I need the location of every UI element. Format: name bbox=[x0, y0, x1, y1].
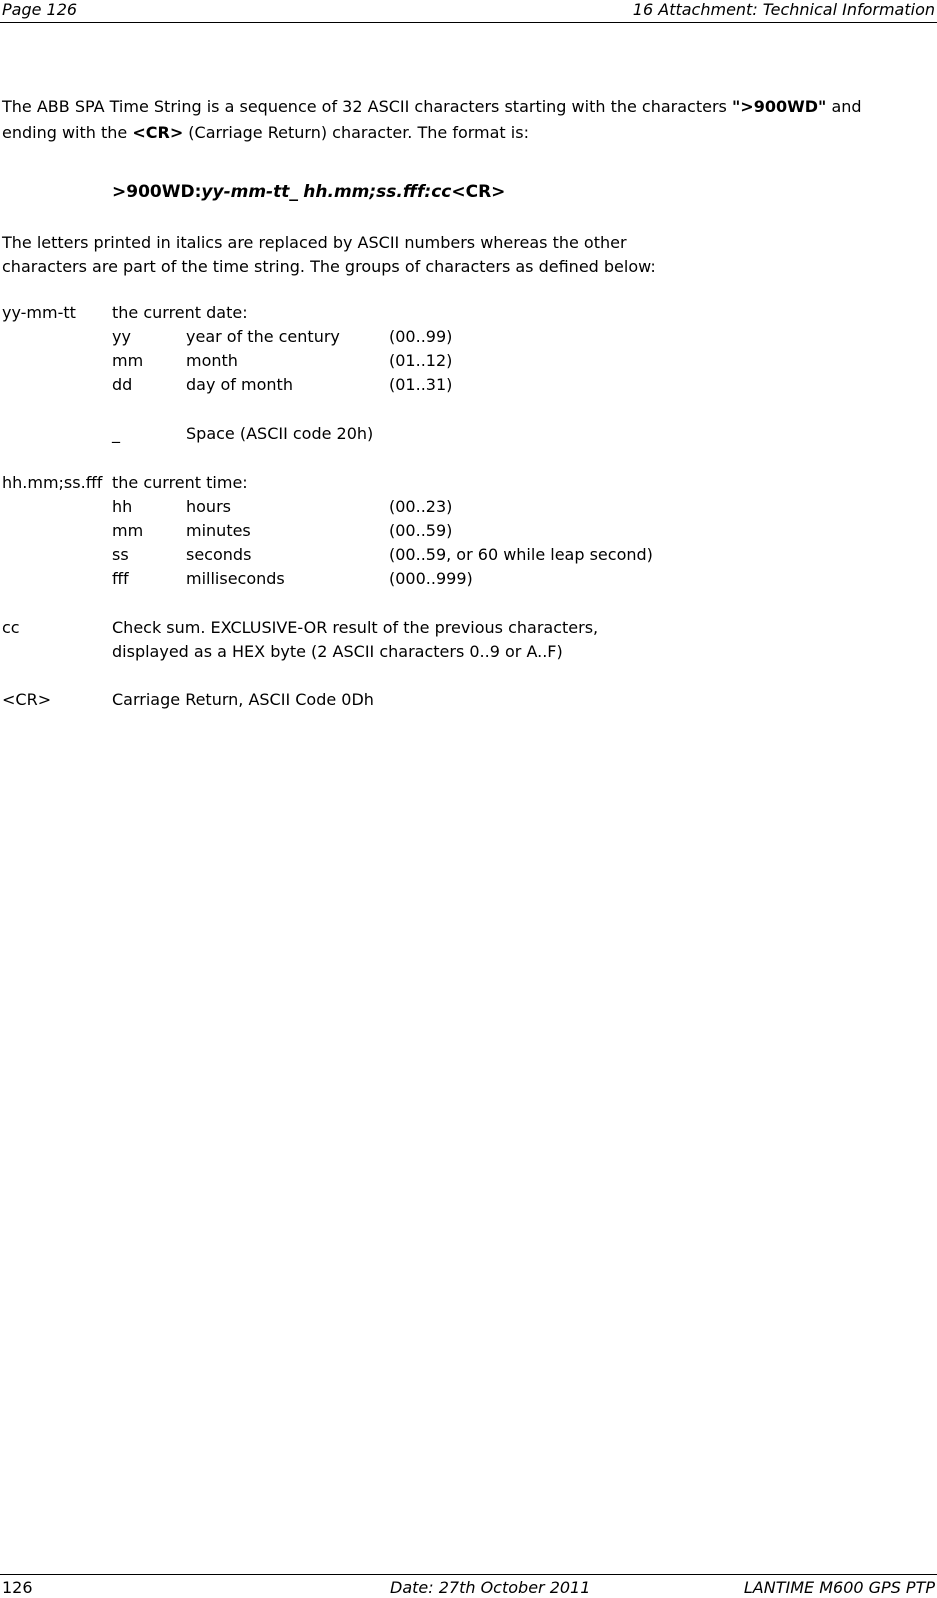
footer-date: Date: 27th October 2011 bbox=[390, 1578, 591, 1597]
time-row-code: mm bbox=[112, 521, 144, 540]
checksum-key: cc bbox=[2, 618, 20, 637]
date-row-range: (00..99) bbox=[389, 327, 453, 346]
time-row-name: milliseconds bbox=[186, 569, 285, 588]
date-group-key: yy-mm-tt bbox=[2, 303, 76, 322]
checksum-desc-line-2: displayed as a HEX byte (2 ASCII characters 0..9 or A..F) bbox=[112, 642, 563, 661]
date-row-code: dd bbox=[112, 375, 133, 394]
date-row-range: (01..12) bbox=[389, 351, 453, 370]
format-string: >900WD:yy-mm-tt_ hh.mm;ss.fff:cc<CR> bbox=[112, 182, 506, 202]
header-section-title: 16 Attachment: Technical Information bbox=[632, 0, 935, 19]
cr-desc: Carriage Return, ASCII Code 0Dh bbox=[112, 690, 374, 709]
time-group-key: hh.mm;ss.fff bbox=[2, 473, 103, 492]
time-row-name: hours bbox=[186, 497, 231, 516]
date-row-name: year of the century bbox=[186, 327, 340, 346]
date-row-range: (01..31) bbox=[389, 375, 453, 394]
time-group-desc: the current time: bbox=[112, 473, 248, 492]
time-row-code: fff bbox=[112, 569, 129, 588]
intro-line-1: The ABB SPA Time String is a sequence of 32 ASCII characters starting with the characters ">900WD" and bbox=[2, 97, 862, 116]
footer-rule bbox=[0, 1574, 937, 1575]
header-rule bbox=[0, 22, 937, 23]
space-code: _ bbox=[112, 424, 120, 443]
date-row-name: day of month bbox=[186, 375, 293, 394]
time-row-range: (00..23) bbox=[389, 497, 453, 516]
time-row-range: (00..59, or 60 while leap second) bbox=[389, 545, 653, 564]
cr-key: <CR> bbox=[2, 690, 52, 709]
explain-line-2: characters are part of the time string. The groups of characters as defined below: bbox=[2, 257, 656, 276]
footer-product: LANTIME M600 GPS PTP bbox=[743, 1578, 935, 1597]
checksum-desc-line-1: Check sum. EXCLUSIVE-OR result of the previous characters, bbox=[112, 618, 599, 637]
header-page-label: Page 126 bbox=[2, 0, 78, 19]
date-row-code: mm bbox=[112, 351, 144, 370]
time-row-range: (000..999) bbox=[389, 569, 473, 588]
date-row-code: yy bbox=[112, 327, 131, 346]
time-row-name: seconds bbox=[186, 545, 252, 564]
date-row-name: month bbox=[186, 351, 238, 370]
time-row-range: (00..59) bbox=[389, 521, 453, 540]
explain-line-1: The letters printed in italics are replaced by ASCII numbers whereas the other bbox=[2, 233, 627, 252]
time-row-name: minutes bbox=[186, 521, 251, 540]
time-row-code: ss bbox=[112, 545, 129, 564]
time-row-code: hh bbox=[112, 497, 133, 516]
intro-line-2: ending with the <CR> (Carriage Return) character. The format is: bbox=[2, 123, 529, 142]
space-desc: Space (ASCII code 20h) bbox=[186, 424, 374, 443]
date-group-desc: the current date: bbox=[112, 303, 248, 322]
footer-page-number: 126 bbox=[2, 1578, 33, 1597]
